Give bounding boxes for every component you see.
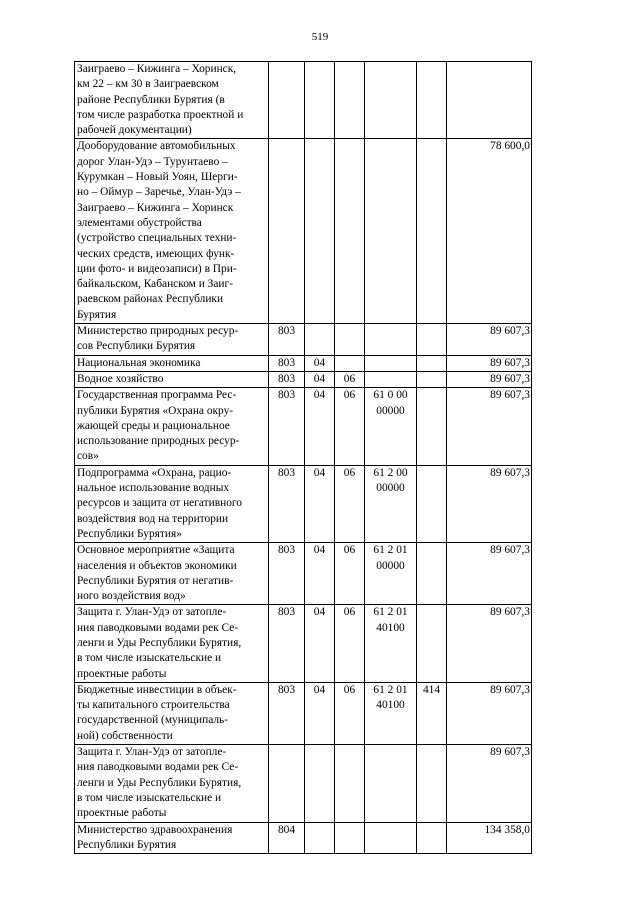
- row-name-line: дорог Улан-Удэ – Турунтаево –: [77, 155, 228, 168]
- row-name-line: воздействия вод на территории: [77, 512, 229, 525]
- table-row: [75, 822, 532, 854]
- target-article-cell: [365, 745, 417, 822]
- row-name-line: в том числе изыскательские и: [77, 652, 222, 665]
- section-code-cell: 04: [305, 605, 335, 682]
- table-row: [75, 543, 532, 605]
- target-article-cell: [365, 388, 417, 465]
- row-name-cell: [75, 745, 269, 822]
- table-row: [75, 388, 532, 465]
- row-name-cell: [75, 465, 269, 542]
- section-code-cell: [305, 745, 335, 822]
- subsection-code-cell: [335, 745, 365, 822]
- amount-cell: 134 358,0: [447, 822, 532, 854]
- section-code-cell: 04: [305, 543, 335, 605]
- amount-cell: 89 607,3: [447, 355, 532, 371]
- expense-type-cell: [417, 543, 447, 605]
- target-article-line: 40100: [376, 699, 405, 712]
- subsection-code-cell: [335, 62, 365, 139]
- target-article-cell: [365, 822, 417, 854]
- row-name-line: сов»: [77, 450, 99, 463]
- table-row: [75, 355, 532, 371]
- ministry-code-cell: 803: [269, 355, 305, 371]
- target-article-cell: [365, 355, 417, 371]
- target-article-line: 40100: [376, 621, 405, 634]
- section-code-cell: 04: [305, 465, 335, 542]
- expense-type-cell: [417, 355, 447, 371]
- table-body: [75, 62, 532, 854]
- row-name-line: в том числе изыскательские и: [77, 791, 222, 804]
- target-article-line: 00000: [376, 404, 405, 417]
- row-name-line: Государственная программа Рес-: [77, 389, 237, 402]
- target-article-line: 61 0 00: [373, 389, 408, 402]
- row-name-line: жающей среды и рациональное: [77, 419, 230, 432]
- row-name-line: но – Оймур – Заречье, Улан-Удэ –: [77, 186, 241, 199]
- section-code-cell: [305, 324, 335, 356]
- expense-type-cell: 414: [417, 682, 447, 744]
- subsection-code-cell: [335, 139, 365, 324]
- row-name-line: Министерство природных ресур-: [77, 325, 239, 338]
- row-name-line: Республики Бурятия от негатив-: [77, 574, 234, 587]
- amount-cell: 78 600,0: [447, 139, 532, 324]
- target-article-cell: [365, 605, 417, 682]
- subsection-code-cell: [335, 822, 365, 854]
- subsection-code-cell: [335, 324, 365, 356]
- row-name-line: ленги и Уды Республики Бурятия,: [77, 776, 242, 789]
- amount-cell: 89 607,3: [447, 465, 532, 542]
- amount-cell: [447, 62, 532, 139]
- row-name-line: ресурсов и защита от негативного: [77, 497, 242, 510]
- amount-cell: 89 607,3: [447, 388, 532, 465]
- target-article-cell: [365, 543, 417, 605]
- target-article-cell: [365, 371, 417, 387]
- subsection-code-cell: 06: [335, 371, 365, 387]
- target-article-cell: [365, 465, 417, 542]
- row-name-line: проектные работы: [77, 807, 167, 820]
- row-name-line: сов Республики Бурятия: [77, 340, 196, 353]
- ministry-code-cell: 803: [269, 388, 305, 465]
- row-name-line: Дооборудование автомобильных: [77, 140, 236, 153]
- row-name-line: Республики Бурятия»: [77, 527, 182, 540]
- expense-type-cell: [417, 324, 447, 356]
- ministry-code-cell: 803: [269, 324, 305, 356]
- row-name-line: Заиграево – Кижинга – Хоринск: [77, 201, 234, 214]
- row-name-line: Курумкан – Новый Уоян, Шерги-: [77, 171, 238, 184]
- row-name-line: публики Бурятия «Охрана окру-: [77, 404, 234, 417]
- row-name-cell: [75, 355, 269, 371]
- target-article-line: 61 2 00: [373, 466, 408, 479]
- amount-cell: 89 607,3: [447, 745, 532, 822]
- table-row: [75, 745, 532, 822]
- row-name-line: районе Республики Бурятия (в: [77, 93, 225, 106]
- row-name-line: Республики Бурятия: [77, 838, 177, 851]
- row-name-line: Национальная экономика: [77, 356, 201, 369]
- expense-type-cell: [417, 62, 447, 139]
- row-name-cell: [75, 682, 269, 744]
- row-name-line: ции фото- и видеозаписи) в При-: [77, 262, 237, 275]
- expense-type-cell: [417, 605, 447, 682]
- row-name-cell: [75, 605, 269, 682]
- target-article-line: 00000: [376, 482, 405, 495]
- row-name-line: ной) собственности: [77, 729, 173, 742]
- section-code-cell: [305, 822, 335, 854]
- amount-cell: 89 607,3: [447, 543, 532, 605]
- section-code-cell: 04: [305, 371, 335, 387]
- page-number: 519: [311, 31, 329, 43]
- row-name-line: ты капитального строительства: [77, 699, 230, 712]
- row-name-line: км 22 – км 30 в Заиграевском: [77, 78, 219, 91]
- table-row: [75, 465, 532, 542]
- row-name-line: Защита г. Улан-Удэ от затопле-: [77, 746, 227, 759]
- row-name-cell: [75, 388, 269, 465]
- row-name-cell: [75, 62, 269, 139]
- row-name-line: раевском районах Республики: [77, 293, 224, 306]
- row-name-cell: [75, 543, 269, 605]
- table-row: [75, 371, 532, 387]
- ministry-code-cell: 803: [269, 543, 305, 605]
- row-name-line: Министерство здравоохранения: [77, 823, 233, 836]
- target-article-line: 00000: [376, 559, 405, 572]
- row-name-line: Заиграево – Кижинга – Хоринск,: [77, 63, 237, 75]
- expense-type-cell: [417, 139, 447, 324]
- expense-type-cell: [417, 371, 447, 387]
- target-article-cell: [365, 682, 417, 744]
- target-article-cell: [365, 324, 417, 356]
- subsection-code-cell: 06: [335, 605, 365, 682]
- row-name-cell: [75, 371, 269, 387]
- target-article-cell: [365, 139, 417, 324]
- row-name-line: населения и объектов экономики: [77, 559, 237, 572]
- row-name-line: проектные работы: [77, 667, 167, 680]
- row-name-line: нальное использование водных: [77, 482, 230, 495]
- table-row: [75, 682, 532, 744]
- ministry-code-cell: 803: [269, 605, 305, 682]
- subsection-code-cell: 06: [335, 543, 365, 605]
- row-name-line: ленги и Уды Республики Бурятия,: [77, 636, 242, 649]
- table-row: [75, 324, 532, 356]
- row-name-cell: [75, 822, 269, 854]
- row-name-line: Водное хозяйство: [77, 372, 164, 385]
- table-row: [75, 605, 532, 682]
- row-name-line: использование природных ресур-: [77, 435, 240, 448]
- ministry-code-cell: 803: [269, 682, 305, 744]
- row-name-cell: [75, 324, 269, 356]
- budget-table: [74, 61, 532, 854]
- subsection-code-cell: 06: [335, 465, 365, 542]
- row-name-line: том числе разработка проектной и: [77, 108, 244, 121]
- row-name-line: ного воздействия вод»: [77, 590, 186, 603]
- section-code-cell: [305, 139, 335, 324]
- target-article-line: 61 2 01: [373, 606, 408, 619]
- row-name-line: государственной (муниципаль-: [77, 714, 229, 727]
- expense-type-cell: [417, 822, 447, 854]
- subsection-code-cell: [335, 355, 365, 371]
- section-code-cell: 04: [305, 355, 335, 371]
- ministry-code-cell: 803: [269, 371, 305, 387]
- row-name-line: (устройство специальных техни-: [77, 232, 237, 245]
- amount-cell: 89 607,3: [447, 682, 532, 744]
- amount-cell: 89 607,3: [447, 371, 532, 387]
- ministry-code-cell: 803: [269, 465, 305, 542]
- row-name-line: ния паводковыми водами рек Се-: [77, 761, 239, 774]
- subsection-code-cell: 06: [335, 388, 365, 465]
- section-code-cell: 04: [305, 388, 335, 465]
- section-code-cell: [305, 62, 335, 139]
- table-row: [75, 62, 532, 139]
- row-name-line: рабочей документации): [77, 124, 192, 137]
- target-article-line: 61 2 01: [373, 683, 408, 696]
- subsection-code-cell: 06: [335, 682, 365, 744]
- expense-type-cell: [417, 465, 447, 542]
- ministry-code-cell: [269, 139, 305, 324]
- row-name-line: Бюджетные инвестиции в объек-: [77, 683, 237, 696]
- row-name-cell: [75, 139, 269, 324]
- ministry-code-cell: [269, 745, 305, 822]
- row-name-line: Основное мероприятие «Защита: [77, 544, 235, 557]
- row-name-line: Защита г. Улан-Удэ от затопле-: [77, 606, 227, 619]
- row-name-line: ческих средств, имеющих функ-: [77, 247, 235, 260]
- row-name-line: Бурятия: [77, 308, 117, 321]
- target-article-cell: [365, 62, 417, 139]
- expense-type-cell: [417, 388, 447, 465]
- table-row: [75, 139, 532, 324]
- row-name-line: ния паводковыми водами рек Се-: [77, 621, 239, 634]
- row-name-line: Подпрограмма «Охрана, рацио-: [77, 466, 232, 479]
- ministry-code-cell: [269, 62, 305, 139]
- target-article-line: 61 2 01: [373, 544, 408, 557]
- amount-cell: 89 607,3: [447, 605, 532, 682]
- amount-cell: 89 607,3: [447, 324, 532, 356]
- row-name-line: байкальском, Кабанском и Заиг-: [77, 278, 233, 291]
- row-name-line: элементами обустройства: [77, 216, 202, 229]
- ministry-code-cell: 804: [269, 822, 305, 854]
- section-code-cell: 04: [305, 682, 335, 744]
- expense-type-cell: [417, 745, 447, 822]
